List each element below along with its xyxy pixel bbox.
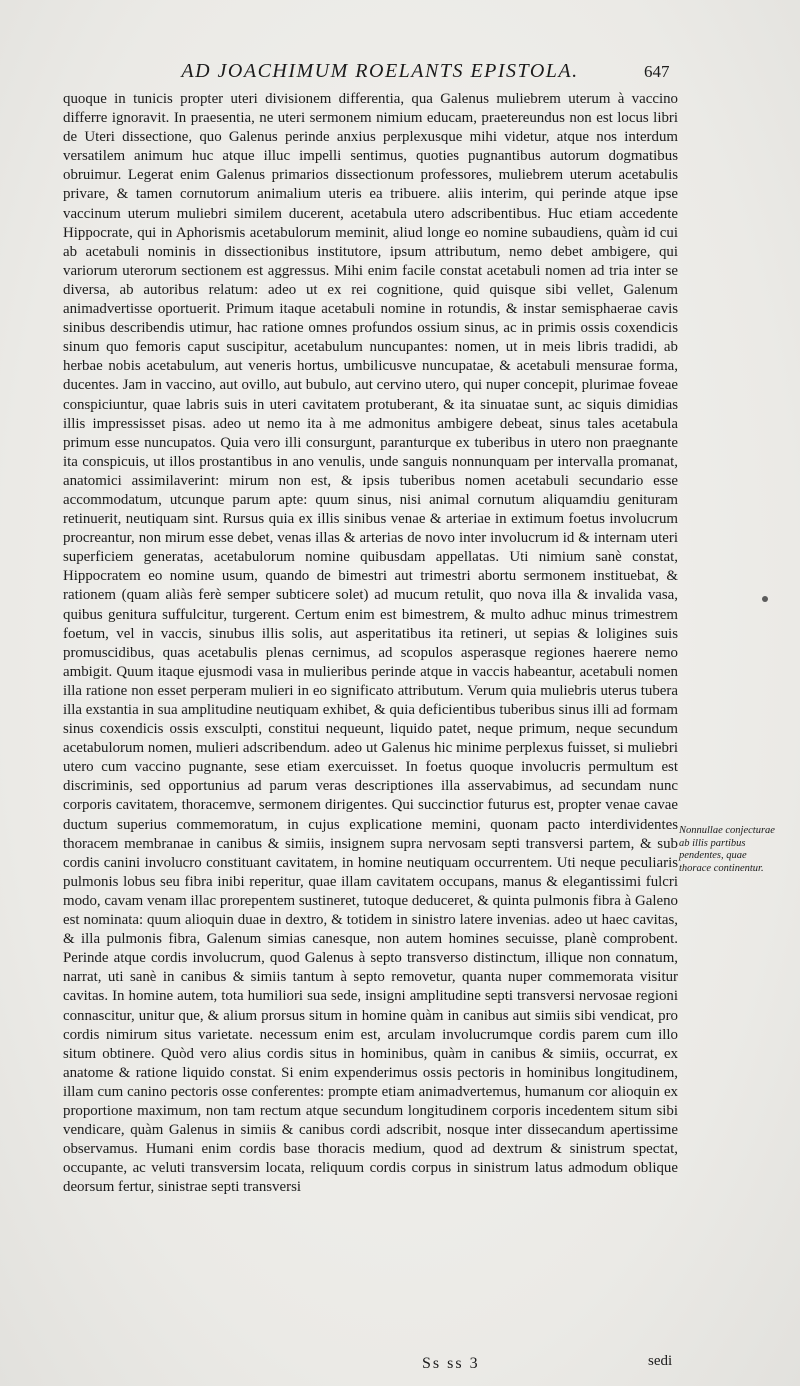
faint-show-through-note — [716, 668, 796, 728]
catchword: sedi — [648, 1353, 673, 1369]
signature-mark: Ss ss 3 — [422, 1355, 480, 1372]
margin-note: Nonnullae conjecturae ab illis partibus pendentes, quae thorace continentur. — [679, 825, 775, 874]
body-paragraph: quoque in tunicis propter uteri divisionem differentia, qua Galenus muliebrem uterum à vaccino differre ignoravit. In praesentia, ne uteri sermonem nimium educam, praetereundus non est locus libri de Uteri dissectione, quo Galenus perinde anxius perplexusque mihi videtur, atque nos interdum versatilem animum huc atque illuc impelli sentimus, quoties pugnantibus autorum dogmatibus obruimur. Legerat enim Galenus primarios dissectionum professores, muliebrem uterum acetabulis privare, & tamen cornutorum animalium uteris ea tribuere. aliis interim, qui perinde atque ipse vaccinum uterum muliebri similem ducerent, acetabula utero adscribentibus. Huc etiam accedente Hippocrate, qui in Aphorismis acetabulorum meminit, aliud longe eo nomine subaudiens, quàm id cui ab acetabuli nominis in dissectionibus institutore, ipsum attributum, nemo debet ambigere, qui variorum uterorum sectionem est aggressus. Mihi enim facile constat acetabuli nomen ad tria inter se diversa, ab autoribus relatum: adeo ut ex rei cognitione, quid quisque sibi vellet, Galenum animadvertisse oportuerit. Primum itaque acetabuli nomine in rotundis, & instar semisphaerae cavis sinibus describendis utimur, hac ratione omnes profundos ossium sinus, ac in primis ossis coxendicis sinum quo femoris caput suscipitur, acetabulum nuncupantes: nomen, ut in meis libris tradidi, ab herbae nobis acetabulum, aut veneris hortus, umbilicusve nuncupatae, & acetabuli mensurae forma, ducentes. Jam in vaccino, aut ovillo, aut bubulo, aut cervino utero, qui nuper concepit, plurimae foveae conspiciuntur, quae labris suis in uteri cavitatem protuberant, & ita sinuatae sunt, ac siquis dimidias illis impressisset pisas. adeo ut nemo ita à me admonitus ambigere debeat, sinus tales acetabula primum esse nuncupatos. Quia vero illi consurgunt, paranturque ex tuberibus in utero non praegnante ita conspicuis, ut illos prostantibus in ano venulis, unde sanguis nonnunquam per intervalla promanat, anatomici assimilaverint: mirum non est, & ipsis tuberibus nomen acetabuli secundario esse accommodatum, utcunque parum apte: quum sinus, nisi animal cornutum aliquamdiu genituram retinuerit, neutiquam sint. Rursus quia ex illis sinibus venae & arteriae in extimum foetus involucrum procreantur, non mirum esse debet, venas illas & arterias de novo inter involucrum id & internam uteri superficiem generatas, acetabulorum nomine quibusdam appellatas. Uti nimium sanè constat, Hippocratem eo nomine usum, quando de bimestri aut trimestri abortu sermonem instituebat, & rationem (quam aliàs ferè semper subticere solet) ad mucum retulit, quo nova illa & invalida vasa, quibus genitura suffulcitur, turgerent. Certum enim est bimestrem, & multo adhuc minus trimestrem foetum, vel in vaccis, sinubus illis solis, aut asperitatibus ita retineri, ut sepias & loligines suis promuscidibus, quas acetabulis plenas cernimus, ad scopulos asperasque regiones haerere nemo ambigit. Quum itaque ejusmodi vasa in mulieribus perinde atque in vaccis habeantur, acetabuli nomen illa ratione non esset perperam mulieri in eo significato attributum. Verum quia muliebris uterus tubera illa exstantia in sua amplitudine neutiquam exhibet, & quia deficientibus tuberibus sinus illi ad formam sinus coxendicis ossis exsculpti, constitui nequeunt, liquido patet, neque primum, neque secundum acetabulorum nomen, mulieri adscribendum. adeo ut Galenus hic minime perplexus fuisset, si muliebri utero cum vaccino pugnante, sese etiam exercuisset. In foetus quoque involucris permultum est discriminis, sed opportunius ad parum veras descriptiones illa asservabimus, ad secundam nunc corporis cavitatem, thoracemve, sermonem dirigentes. Qui succinctior futurus est, propter venae cavae ductum superius commemoratum, in cujus explicatione memini, quonam pacto interdividentes thoracem membranae in canibus & simiis, insignem supra nervosam septi transversi partem, & sub cordis canini involucro constituant cavitatem, in homine neutiquam occurrentem. Uti neque peculiaris pulmonis lobus seu fibra inibi reperitur, quae illam cavitatem occupans, manus & elegantissimi fulcri modo, cavam venam illac prorepentem sustineret, tutoque deduceret, & quinta pulmonis fibra à Galeno est nominata: quum alioquin duae in dextro, & totidem in sinistro latere invenias. adeo ut haec cavitas, & illa pulmonis fibra, Galenum simias canesque, non autem homines secuisse, planè comprobent. Perinde atque cordis involucrum, quod Galenus à septo transverso distinctum, illique non connatum, narrat, uti sanè in canibus & simiis tantum à septo removetur, quanta nuper commemorata visitur cavitas. In homine autem, tota humiliori sua sede, insigni amplitudine septi transversi nervosae regioni connascitur, unitur que, & alium prorsus situm in homine quàm in canibus aut simiis sibi vendicat, pro cordis nimirum situs varietate. necessum enim est, arculam involucrumque cordis parem cum illo situm obtinere. Quòd vero alius cordis situs in hominibus, quàm in canibus & simiis, occurrat, ex anatome & ratione liquido constat. Si enim expenderimus ossis pectoris in hominibus longitudinem, illam cum canino pectoris osse conferentes: prompte etiam animadvertemus, humanum cor alioquin ex proportione maximum, non tam rectum atque secundum longitudinem corporis incedentem situm sibi vendicare, quàm Galenus in simiis & canibus cordi adscribit, nosque inter dissecandum apertissime observamus. Humani enim cordis base thoracis medium, quod ad dextrum & sinistrum spectat, occupante, ac veluti transversim locata, reliquum cordis corpus in sinistrum latus admodum oblique deorsum fertur, sinistrae septi transversi — [63, 91, 678, 1196]
running-head: AD JOACHIMUM ROELANTS EPISTOLA. — [181, 60, 579, 82]
ink-spot — [762, 596, 768, 602]
page-number: 647 — [644, 62, 670, 81]
main-text-block — [63, 90, 678, 1197]
